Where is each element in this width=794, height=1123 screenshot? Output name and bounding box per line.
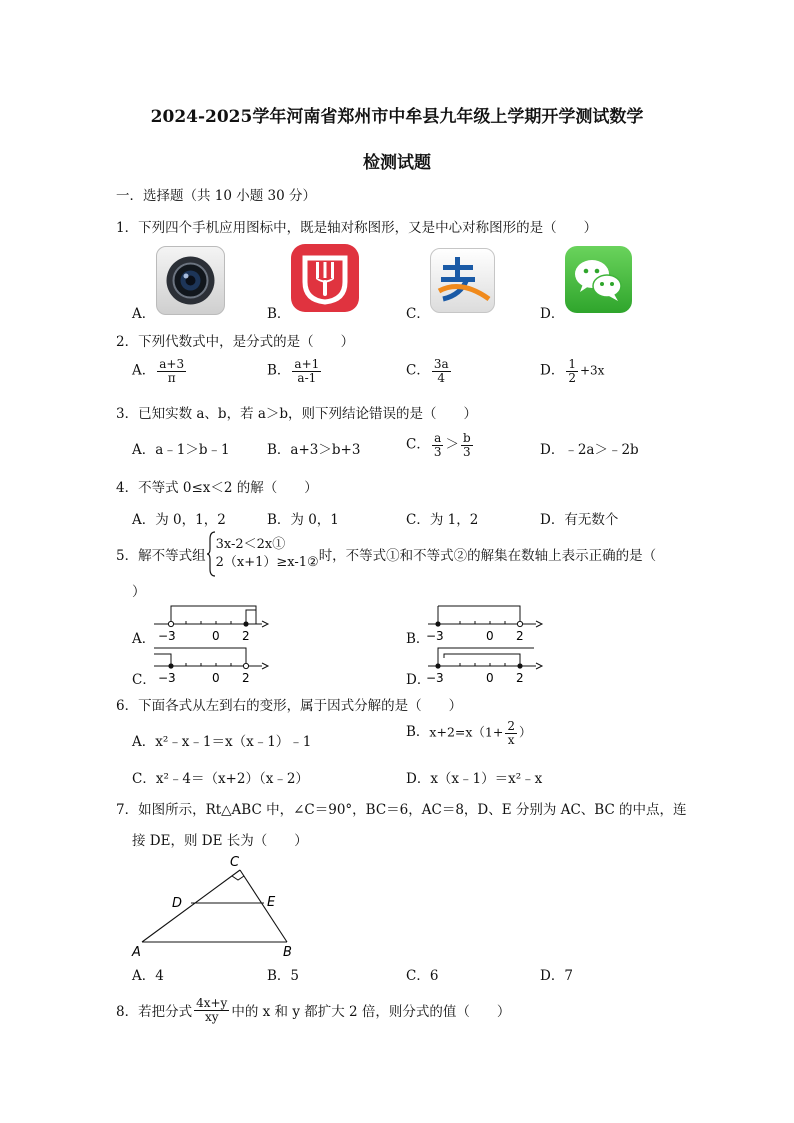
q3-c-den2: 3 (463, 444, 471, 459)
q1-option-c-label: C． (406, 306, 430, 322)
q4-option-b: B．为 0，1 (267, 512, 339, 528)
q5-inequality-1: 3x-2＜2x① (215, 536, 286, 552)
q5-number-line-c (150, 644, 270, 686)
q2-option-c (406, 358, 453, 384)
q2-option-a (132, 358, 188, 384)
q2-option-a-fraction (157, 358, 186, 384)
q6-option-c: C．x²﹣4＝（x+2）（x﹣2） (132, 771, 309, 787)
q8-fraction (194, 997, 229, 1023)
q5-stem-pre: 5．解不等式组 (116, 548, 206, 564)
q6-b-pre: x+2=x（1+ (429, 724, 504, 740)
q8-stem-post: 中的 x 和 y 都扩大 2 倍，则分式的值（ ） (231, 1004, 511, 1020)
q1-option-b-label: B． (267, 306, 291, 322)
q8-numerator: 4x+y (196, 995, 228, 1010)
q2-d-numerator: 1 (568, 357, 576, 371)
q6-stem: 6．下面各式从左到右的变形，属于因式分解的是（ ） (116, 698, 463, 714)
q2-option-b (267, 358, 323, 384)
q2-option-d-fraction (566, 358, 578, 384)
q6-option-b-label: B． (406, 724, 430, 740)
q5-option-d-label: D． (406, 672, 431, 688)
q2-option-d (540, 358, 604, 384)
q7-point-b: B (283, 945, 292, 960)
q5-d-tick-0: 0 (486, 671, 494, 685)
q2-stem: 2．下列代数式中，是分式的是（ ） (116, 334, 355, 350)
q2-a-numerator: a+3 (159, 357, 185, 371)
q5-a-tick-neg3: −3 (158, 629, 176, 643)
section-heading: 一．选择题（共 10 小题 30 分） (116, 188, 317, 204)
q5-option-b-label: B． (406, 631, 430, 647)
q7-triangle-diagram (128, 850, 303, 962)
q2-option-d-label: D． (540, 362, 565, 379)
q6-b-numerator: 2 (507, 719, 515, 733)
q5-d-tick-neg3: −3 (426, 671, 444, 685)
q8-denominator: xy (204, 1009, 219, 1024)
q5-stem-close: ） (132, 584, 146, 600)
q2-option-c-label: C． (406, 362, 430, 379)
q5-a-tick-0: 0 (212, 629, 220, 643)
q3-c-fraction-right (461, 432, 473, 458)
q5-b-tick-neg3: −3 (426, 629, 444, 643)
q2-option-a-label: A． (132, 362, 156, 379)
q7-option-d: D．7 (540, 968, 573, 984)
q2-c-numerator: 3a (433, 357, 449, 371)
q6-b-denominator: x (507, 732, 515, 747)
q5-option-a-label: A． (132, 631, 156, 647)
q1-stem: 1．下列四个手机应用图标中，既是轴对称图形，又是中心对称图形的是（ ） (116, 220, 598, 236)
q5-stem-post: 时，不等式①和不等式②的解集在数轴上表示正确的是（ (318, 548, 657, 564)
q7-stem-line2: 接 DE，则 DE 长为（ ） (132, 833, 308, 849)
document-title-line2: 检测试题 (363, 153, 431, 173)
q7-option-b: B．5 (267, 968, 300, 984)
q1-option-d-label: D． (540, 306, 565, 322)
q7-option-a: A．4 (132, 968, 164, 984)
q2-option-c-fraction (432, 358, 451, 384)
q3-option-c-label: C． (406, 436, 430, 453)
q6-b-fraction (505, 720, 517, 746)
q6-option-d: D．x（x﹣1）＝x²﹣x (406, 771, 543, 787)
q3-option-b: B．a+3＞b+3 (267, 442, 361, 458)
q2-d-tail: +3x (579, 363, 605, 378)
q2-a-denominator: π (167, 370, 176, 385)
q4-option-d: D．有无数个 (540, 512, 619, 528)
q3-option-d: D．﹣2a＞﹣2b (540, 442, 639, 458)
q5-stem (116, 530, 656, 578)
q7-point-d: D (172, 896, 183, 911)
q5-number-line-b (424, 602, 544, 644)
q3-c-den1: 3 (433, 444, 442, 459)
q2-b-denominator: a-1 (297, 370, 317, 385)
q2-option-b-fraction (292, 358, 321, 384)
q7-point-a: A (132, 945, 141, 960)
q5-b-tick-2: 2 (516, 629, 524, 643)
q4-stem: 4．不等式 0≤x＜2 的解（ ） (116, 480, 318, 496)
q6-b-post: ） (519, 724, 532, 740)
q3-c-fraction-left (432, 432, 444, 458)
q5-d-tick-2: 2 (516, 671, 524, 685)
q6-option-a: A．x²﹣x﹣1＝x（x﹣1）﹣1 (132, 734, 312, 750)
q4-option-c: C．为 1，2 (406, 512, 479, 528)
camera-icon (156, 246, 225, 315)
q5-brace-icon (206, 531, 216, 577)
q5-c-tick-0: 0 (212, 671, 220, 685)
q3-option-c (406, 432, 475, 458)
q8-stem-pre: 8．若把分式 (116, 1004, 193, 1020)
fork-app-icon (291, 244, 359, 312)
q5-b-tick-0: 0 (486, 629, 494, 643)
q2-option-b-label: B． (267, 362, 291, 379)
alipay-icon (430, 248, 495, 313)
q5-number-line-d (424, 644, 544, 686)
q2-c-denominator: 4 (437, 370, 446, 385)
q2-d-denominator: 2 (568, 370, 576, 385)
wechat-icon (565, 246, 632, 313)
q5-option-c-label: C． (132, 672, 156, 688)
q1-option-a-label: A． (132, 306, 156, 322)
q3-c-num1: a (434, 431, 442, 445)
q7-stem-line1: 7．如图所示，Rt△ABC 中，∠C＝90°，BC＝6，AC＝8，D、E 分别为 AC、BC 的中点，连 (116, 802, 687, 818)
q6-option-b (406, 720, 532, 746)
q2-b-numerator: a+1 (294, 357, 320, 371)
q3-option-a: A．a﹣1＞b﹣1 (132, 442, 230, 458)
q5-c-tick-neg3: −3 (158, 671, 176, 685)
document-title-line1: 2024-2025学年河南省郑州市中牟县九年级上学期开学测试数学 (150, 107, 644, 127)
q7-point-e: E (267, 895, 276, 910)
q5-a-tick-2: 2 (242, 629, 250, 643)
q3-c-operator: ＞ (445, 436, 459, 453)
q3-stem: 3．已知实数 a、b，若 a＞b，则下列结论错误的是（ ） (116, 406, 478, 422)
q5-c-tick-2: 2 (242, 671, 250, 685)
q8-stem (116, 990, 510, 1030)
q5-inequality-system (216, 536, 319, 572)
q4-option-a: A．为 0，1，2 (132, 512, 226, 528)
q5-number-line-a (150, 602, 270, 644)
q7-option-c: C．6 (406, 968, 439, 984)
q7-point-c: C (230, 855, 240, 870)
q3-c-num2: b (462, 431, 471, 445)
q5-inequality-2: 2（x+1）≥x-1② (215, 555, 319, 570)
